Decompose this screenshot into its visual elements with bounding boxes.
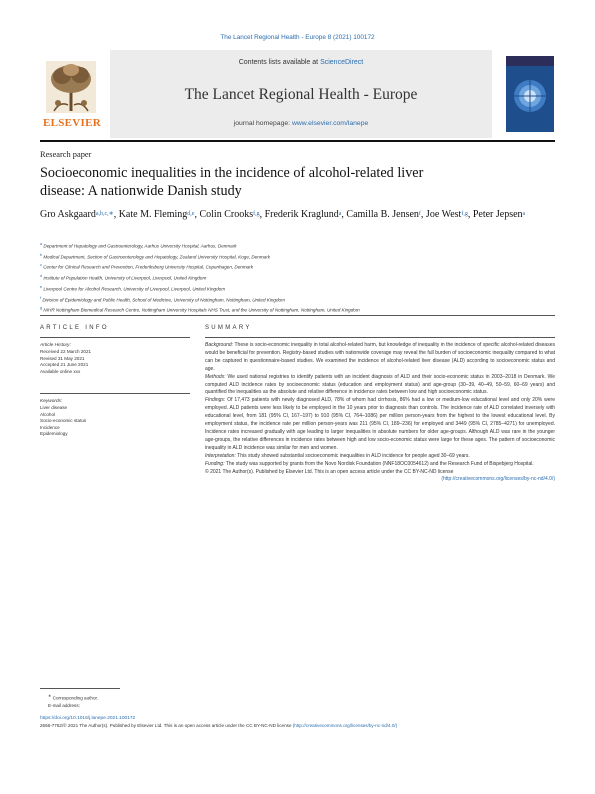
affiliation: $^c$ Center for Clinical Research and Prevention, Frederiksberg University Hospital, Copenhagen, Denmark [40,263,254,270]
affiliation: $^b$ Medical Department, Section of Gastroenterology and Hepatology, Zealand University Hospital, Koge, Denmark [40,252,271,260]
affiliation: $^a$ Department of Hepatology and Gastroenterology, Aarhus University Hospital, Aarhus, Denmark [40,242,237,249]
author-affiliation-ref[interactable]: d,e [187,211,195,217]
keyword: Incidence [40,424,60,430]
journal-header [40,50,555,138]
license-line [205,476,555,484]
license-link[interactable]: (http://creativecommons.org/licenses/by-nc-nd/4.0/) [441,476,555,483]
footnotes [40,692,555,729]
contents-line [110,59,492,66]
author: Frederik Kraglund$^a$, [264,209,347,220]
affiliation-rule [40,315,555,316]
summary-interpretation: Interpretation: This study showed substantial socioeconomic inequalities in ALD incidence for people aged 30–69 years. [205,452,470,459]
author: Peter Jepsen$^a$ [472,209,526,220]
summary-funding: Funding: The study was supported by grants from the Novo Nordisk Foundation (NNF18OC0054612) and the Research Fund of Bispebjerg Hospital. [205,460,534,467]
article-title: Socioeconomic inequalities in the incidence of alcohol-related liver disease: A nationwide Danish study [40,165,424,199]
affiliation: $^f$ Division of Epidemiology and Public Health, School of Medicine, University of Nottingham, Nottingham, United Kingdom [40,295,285,303]
summary-heading: SUMMARY [205,325,252,331]
author-affiliation-ref[interactable]: f [418,211,421,217]
author-list [40,207,550,223]
article-info-rule [40,337,190,338]
article-type: Research paper [40,150,92,159]
affiliation: $^e$ Liverpool Centre for Alcohol Research, University of Liverpool, Liverpool, United Kingdom [40,284,226,292]
sciencedirect-link[interactable]: ScienceDirect [320,59,364,66]
history-item: Accepted 21 June 2021 [40,362,89,368]
summary-methods: Methods: We used national registries to identify patients with an incident diagnosis of ALD and their socio-economic status in 2003–2018 in Denmark. We computed ALD incidence rates by socioeconomic status (education and employment status) and age-group (30–39, 40–49, 50–59, 60–69 years) and quantified the inequalities as the absolute and relative difference in incidence rates between low and high socioeconomic status. [205,373,556,396]
keywords-label: Keywords: [40,399,63,404]
journal-info-box [110,50,492,138]
homepage-link[interactable]: www.elsevier.com/lanepe [291,120,369,127]
footer-license-link[interactable]: (http://creativecommons.org/licenses/by-nc-nd/4.0/) [292,722,398,728]
elsevier-logo [40,55,104,133]
cover-art-icon [512,78,548,114]
history-label: Article History: [40,343,71,348]
summary-rule [205,337,555,338]
keywords [40,398,180,438]
contents-prefix: Contents lists available at [238,59,321,66]
author-affiliation-ref[interactable]: a [522,211,526,217]
keyword: Epidemiology [40,431,68,437]
header-rule [40,140,555,142]
homepage-line [110,120,492,127]
author: Camilla B. Jensen$^f$, [346,209,426,220]
keyword: Liver disease [40,405,68,410]
summary-findings: Findings: Of 17,473 patients with newly diagnosed ALD, 78% of whom had cirrhosis, 86% had a low or medium-low educational level and only 20% were employed. ALD patients were less likely to be employed in the 10 years prior to diagnosis than controls. The incidence rate of ALD correlated inversely with educational level, from 181 (95% CI, 167–197) to 910 (95% CI, 764–1086) per million person-years from the highest to the lowest educational level. By employment status, the incidence rate per million person-years was 211 (95% CI, 189–236) for employed and 3449 (95% CI, 2785–4271) for unemployed. Incidence rates increased gradually with age leading to larger inequalities in absolute numbers for older age-groups. Although ALD was rare in the younger age-groups, the relative differences in incidence rates between high and low socio-economic status were large for these ages. The pattern of socioeconomic inequality in ALD incidence was similar for men and women. [205,397,556,451]
author: Kate M. Fleming$^{d,e}$, [118,209,200,220]
history-item: Available online xxx [40,368,81,374]
author-affiliation-ref[interactable]: f,g [253,211,260,217]
footnote-rule [40,688,120,689]
affiliation: $^g$ NIHR Nottingham Biomedical Research Centre, Nottingham University Hospitals NHS Trust, and the University of Nottingham, Nottingham, United Kingdom [40,306,360,313]
journal-citation[interactable]: The Lancet Regional Health - Europe 8 (2021) 100172 [220,34,375,41]
keyword: Socio-economic status [40,418,87,424]
journal-cover-image [506,56,554,132]
publisher-name: ELSEVIER [42,117,102,129]
history-rule [40,393,190,394]
summary-body [205,342,555,484]
author-affiliation-ref[interactable]: f,g [461,211,468,217]
author: Colin Crooks$^{f,g}$, [199,209,265,220]
author: Gro Askgaard$^{a,b,c,∗}$, [40,209,119,220]
author: Joe West$^{f,g}$, [425,209,473,220]
elsevier-tree-icon [46,61,96,113]
corresponding-author-note: ∗ Corresponding author. [48,693,99,701]
author-affiliation-ref[interactable]: a,b,c,∗ [95,211,114,217]
email-note: E-mail address: [48,702,80,708]
issn-line: 2666-7762/© 2021 The Author(s). Published by Elsevier Ltd. This is an open access article under the CC BY-NC-ND license (http://creativecommons.org/licenses/by-nc-nd/4.0/) [40,722,398,728]
journal-title: The Lancet Regional Health - Europe [184,86,418,103]
keyword: Alcohol [40,411,56,417]
history-item: Revised 31 May 2021 [40,355,85,361]
article-history [40,342,180,375]
article-info-heading: ARTICLE INFO [40,325,109,331]
affiliation: $^d$ Institute of Population Health, University of Liverpool, Liverpool, United Kingdom [40,274,207,281]
homepage-prefix: journal homepage: [233,120,292,127]
author-affiliation-ref[interactable]: a [338,211,342,217]
doi-link[interactable]: https://doi.org/10.1016/j.lanepe.2021.100172 [40,715,136,721]
history-item: Received 22 March 2021 [40,349,92,354]
affiliation-list [40,240,555,315]
summary-background: Background: These is socio-economic inequality in total alcohol-related harm, but knowledge of inequality in the incidence of specific alcohol-related diseases would be beneficial for prevention. Registry-based studies with nationwide coverage may reveal the full burden of socioeconomic inequality compared to what can be captured in questionnaire-based studies. We examined the incidence of alcohol-related liver disease (ALD) according to socioeconomic status and age. [205,342,555,372]
copyright-notice: © 2021 The Author(s). Published by Elsevier Ltd. This is an open access article under the CC BY-NC-ND license [205,468,454,475]
cover-band [506,56,554,66]
